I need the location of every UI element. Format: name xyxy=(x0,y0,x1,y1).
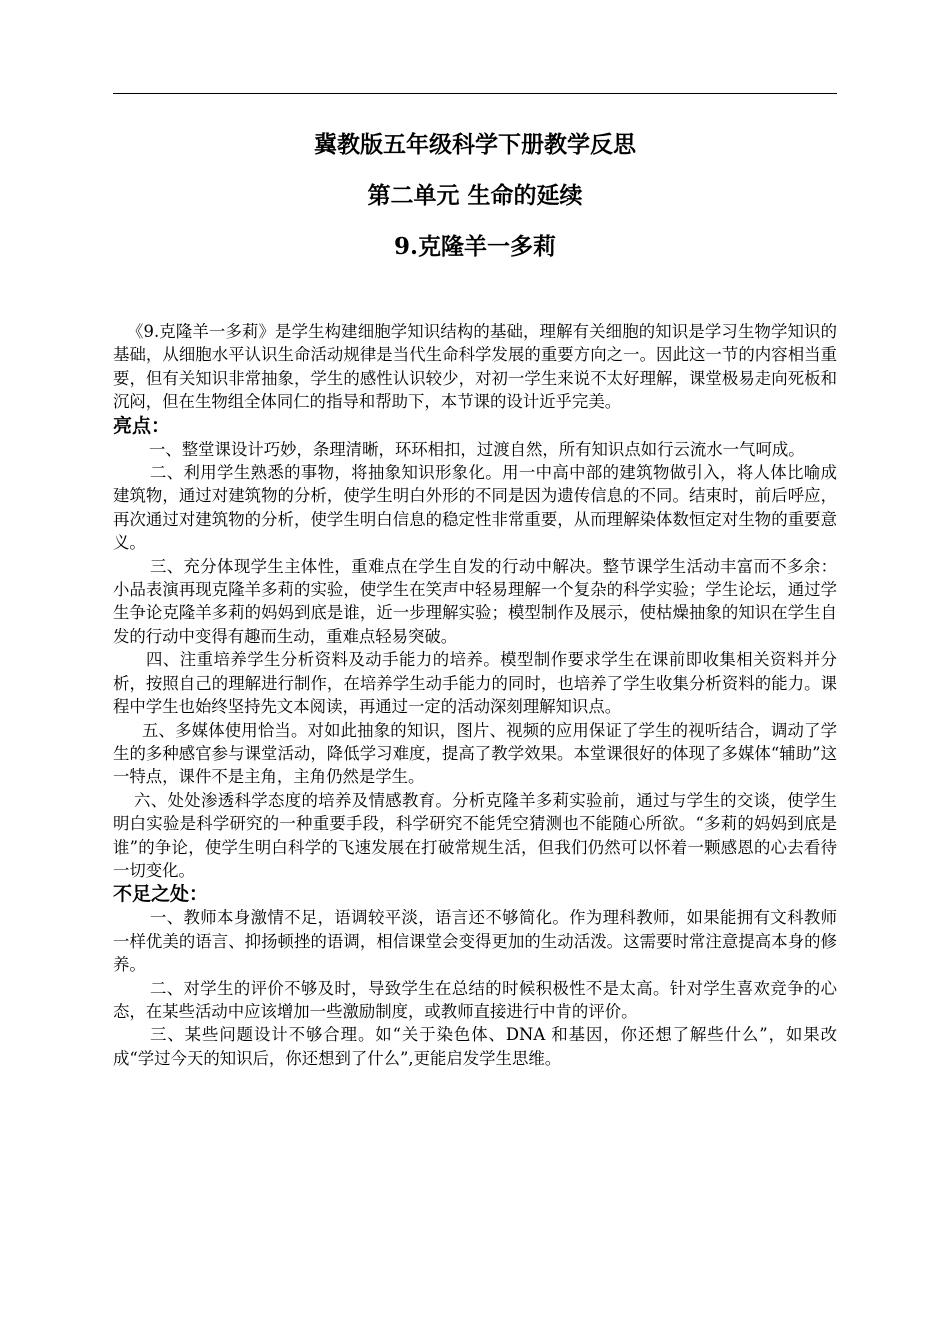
highlight-item: 二、利用学生熟悉的事物，将抽象知识形象化。用一中高中部的建筑物做引入，将人体比喻成建筑物，通过对建筑物的分析，使学生明白外形的不同是因为遗传信息的不同。结束时，前后呼应，再次通过对建筑物的分析，使学生明白信息的稳定性非常重要，从而理解染体数恒定对生物的重要意义。 xyxy=(113,463,837,553)
lesson-title: 9.克隆羊一多莉 xyxy=(393,233,556,260)
highlight-item: 六、处处渗透科学态度的培养及情感教育。分析克隆羊多莉实验前，通过与学生的交谈，使学生明白实验是科学研究的一种重要手段，科学研究不能凭空猜测也不能随心所欲。“多莉的妈妈到底是谁”的争论，使学生明白科学的飞速发展在打破常规生活，但我们仍然可以怀着一颗感恩的心去看待一切变化。 xyxy=(113,790,837,880)
highlight-item: 三、充分体现学生主体性，重难点在学生自发的行动中解决。整节课学生活动丰富而不多余：小品表演再现克隆羊多莉的实验，使学生在笑声中轻易理解一个复杂的科学实验；学生论坛，通过学生争论克隆羊多莉的妈妈到底是谁，近一步理解实验；模型制作及展示，使枯燥抽象的知识在学生自发的行动中变得有趣而生动，重难点轻易突破。 xyxy=(113,556,837,646)
document-title: 冀教版五年级科学下册教学反思 xyxy=(314,131,636,158)
title-block xyxy=(113,130,837,283)
shortcoming-item: 三、某些问题设计不够合理。如“关于染色体、DNA 和基因，你还想了解些什么”，如果改成“学过今天的知识后，你还想到了什么”,更能启发学生思维。 xyxy=(113,1025,837,1068)
intro-paragraph: 《9.克隆羊一多莉》是学生构建细胞学知识结构的基础，理解有关细胞的知识是学习生物学知识的基础，从细胞水平认识生命活动规律是当代生命科学发展的重要方向之一。因此这一节的内容相当重要，但有关知识非常抽象，学生的感性认识较少，对初一学生来说不太好理解，课堂极易走向死板和沉闷，但在生物组全体同仁的指导和帮助下，本节课的设计近乎完美。 xyxy=(113,322,837,412)
unit-title: 第二单元 生命的延续 xyxy=(367,182,583,209)
shortcoming-item: 一、教师本身激情不足，语调较平淡，语言还不够简化。作为理科教师，如果能拥有文科教师一样优美的语言、抑扬顿挫的语调，相信课堂会变得更加的生动活泼。这需要时常注意提高本身的修养。 xyxy=(113,908,837,975)
highlight-item: 四、注重培养学生分析资料及动手能力的培养。模型制作要求学生在课前即收集相关资料并分析，按照自己的理解进行制作，在培养学生动手能力的同时，也培养了学生收集分析资料的能力。课程中学生也始终坚持先文本阅读，再通过一定的活动深刻理解知识点。 xyxy=(113,650,837,717)
document-body xyxy=(113,320,837,1070)
highlight-item: 一、整堂课设计巧妙，条理清晰，环环相扣，过渡自然，所有知识点如行云流水一气呵成。 xyxy=(149,439,805,459)
highlight-item: 五、多媒体使用恰当。对如此抽象的知识，图片、视频的应用保证了学生的视听结合，调动了学生的多种感官参与课堂活动，降低学习难度，提高了教学效果。本堂课很好的体现了多媒体“辅助”这一特点，课件不是主角，主角仍然是学生。 xyxy=(113,720,837,787)
shortcoming-item: 二、对学生的评价不够及时，导致学生在总结的时候积极性不是太高。针对学生喜欢竞争的心态，在某些活动中应该增加一些激励制度，或教师直接进行中肯的评价。 xyxy=(113,978,837,1021)
shortcomings-heading: 不足之处： xyxy=(113,883,209,906)
highlights-heading: 亮点： xyxy=(113,414,171,437)
header-rule xyxy=(113,93,837,94)
